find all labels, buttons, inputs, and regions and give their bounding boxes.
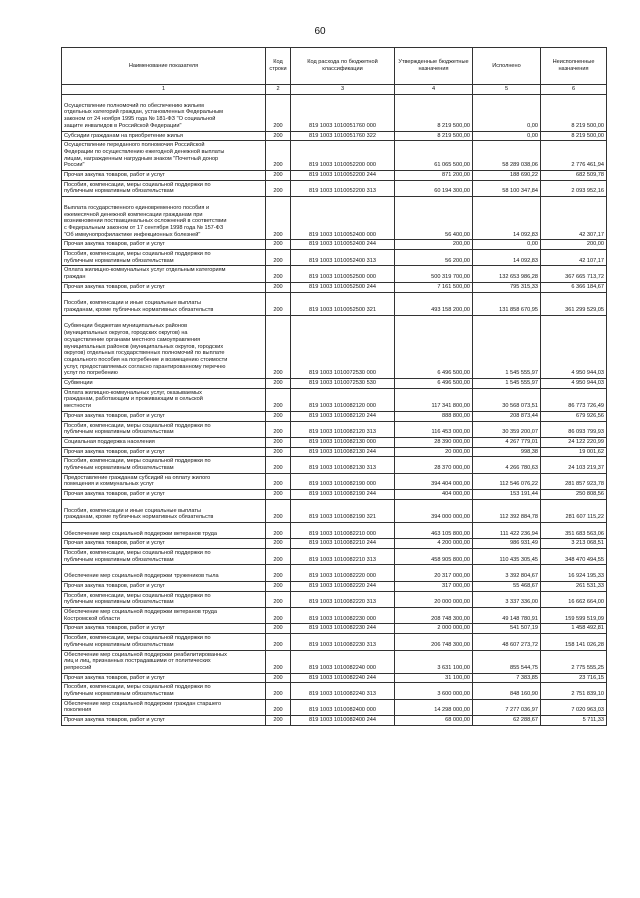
row-line-code: 200: [266, 411, 291, 421]
row-executed: 7 277 036,97: [473, 699, 541, 715]
row-approved: 116 453 000,00: [395, 421, 473, 437]
row-class-code: 819 1003 1010051760 322: [291, 131, 395, 141]
row-executed: 55 468,67: [473, 581, 541, 591]
row-unexecuted: 86 773 726,49: [541, 388, 607, 411]
row-line-code: 200: [266, 282, 291, 292]
row-class-code: 819 1003 1010082230 000: [291, 608, 395, 624]
table-row: [62, 473, 607, 489]
table-row: [62, 411, 607, 421]
row-unexecuted: 6 366 184,67: [541, 282, 607, 292]
row-name: Субсидии гражданам на приобретение жилья: [62, 131, 266, 141]
page-number: 60: [314, 26, 326, 37]
row-name: Пособия, компенсации, меры социальной поддержки по публичным нормативным обязательствам: [62, 421, 266, 437]
row-class-code: 819 1003 1010082240 244: [291, 673, 395, 683]
row-unexecuted: 86 093 799,93: [541, 421, 607, 437]
row-approved: 317 000,00: [395, 581, 473, 591]
row-approved: 463 105 800,00: [395, 522, 473, 538]
table-row: [62, 240, 607, 250]
row-executed: 208 873,44: [473, 411, 541, 421]
row-executed: 30 359 200,07: [473, 421, 541, 437]
row-line-code: 200: [266, 437, 291, 447]
table-row: [62, 716, 607, 726]
row-line-code: 200: [266, 379, 291, 389]
row-name: Пособия, компенсации, меры социальной поддержки по публичным нормативным обязательствам: [62, 549, 266, 565]
header-approved: Утвержденные бюджетные назначения: [395, 48, 473, 85]
row-name: Обеспечение мер социальной поддержки граждан старшего поколения: [62, 699, 266, 715]
row-line-code: 200: [266, 624, 291, 634]
budget-execution-table: [61, 47, 607, 726]
row-name: Прочая закупка товаров, работ и услуг: [62, 624, 266, 634]
row-executed: 0,00: [473, 95, 541, 132]
row-class-code: 819 1003 1010052500 000: [291, 266, 395, 282]
row-approved: 206 748 300,00: [395, 634, 473, 650]
row-line-code: 200: [266, 634, 291, 650]
row-executed: 1 545 555,97: [473, 315, 541, 378]
column-number: 2: [266, 85, 291, 95]
table-row: [62, 608, 607, 624]
row-class-code: 819 1003 1010082120 000: [291, 388, 395, 411]
row-executed: 848 160,90: [473, 683, 541, 699]
row-class-code: 819 1003 1010082190 000: [291, 473, 395, 489]
row-executed: 541 507,19: [473, 624, 541, 634]
column-number-row: [62, 85, 607, 95]
row-name: Обеспечение мер социальной поддержки тружеников тыла: [62, 565, 266, 581]
row-executed: 111 422 236,94: [473, 522, 541, 538]
row-class-code: 819 1003 1010082190 244: [291, 490, 395, 500]
row-executed: 4 266 780,63: [473, 457, 541, 473]
table-row: [62, 315, 607, 378]
row-unexecuted: 16 662 664,00: [541, 591, 607, 607]
row-name: Пособия, компенсации, меры социальной поддержки по публичным нормативным обязательствам: [62, 250, 266, 266]
header-class-code: Код расхода по бюджетной классификации: [291, 48, 395, 85]
row-approved: 8 219 500,00: [395, 95, 473, 132]
row-line-code: 200: [266, 499, 291, 522]
row-approved: 6 496 500,00: [395, 379, 473, 389]
row-approved: 394 404 000,00: [395, 473, 473, 489]
row-unexecuted: 19 001,62: [541, 447, 607, 457]
row-line-code: 200: [266, 141, 291, 171]
row-approved: 404 000,00: [395, 490, 473, 500]
row-executed: 30 568 073,51: [473, 388, 541, 411]
table-row: [62, 437, 607, 447]
row-line-code: 200: [266, 549, 291, 565]
row-approved: 394 000 000,00: [395, 499, 473, 522]
row-name: Прочая закупка товаров, работ и услуг: [62, 581, 266, 591]
row-unexecuted: 3 213 068,51: [541, 539, 607, 549]
row-executed: 58 289 038,06: [473, 141, 541, 171]
row-class-code: 819 1003 1010082130 000: [291, 437, 395, 447]
row-name: Прочая закупка товаров, работ и услуг: [62, 539, 266, 549]
table-row: [62, 549, 607, 565]
table-row: [62, 522, 607, 538]
row-unexecuted: 42 307,17: [541, 197, 607, 240]
row-approved: 2 000 000,00: [395, 624, 473, 634]
row-line-code: 200: [266, 591, 291, 607]
table-row: [62, 591, 607, 607]
row-class-code: 819 1003 1010082220 000: [291, 565, 395, 581]
header-name: Наименование показателя: [62, 48, 266, 85]
table-row: [62, 565, 607, 581]
row-unexecuted: 23 716,15: [541, 673, 607, 683]
row-approved: 20 317 000,00: [395, 565, 473, 581]
row-line-code: 200: [266, 522, 291, 538]
row-unexecuted: 42 107,17: [541, 250, 607, 266]
row-approved: 208 748 300,00: [395, 608, 473, 624]
row-class-code: 819 1003 1010082230 313: [291, 634, 395, 650]
table-row: [62, 171, 607, 181]
row-class-code: 819 1003 1010082120 313: [291, 421, 395, 437]
row-class-code: 819 1003 1010052200 313: [291, 180, 395, 196]
row-unexecuted: 2 093 952,16: [541, 180, 607, 196]
row-class-code: 819 1003 1010052400 000: [291, 197, 395, 240]
row-unexecuted: 159 599 519,09: [541, 608, 607, 624]
table-row: [62, 379, 607, 389]
row-unexecuted: 8 219 500,00: [541, 95, 607, 132]
table-row: [62, 292, 607, 315]
row-executed: 48 607 273,72: [473, 634, 541, 650]
row-approved: 31 100,00: [395, 673, 473, 683]
row-approved: 3 600 000,00: [395, 683, 473, 699]
table-row: [62, 490, 607, 500]
row-approved: 60 194 300,00: [395, 180, 473, 196]
row-class-code: 819 1003 1010052200 000: [291, 141, 395, 171]
row-class-code: 819 1003 1010072530 000: [291, 315, 395, 378]
table-row: [62, 457, 607, 473]
row-class-code: 819 1003 1010082210 000: [291, 522, 395, 538]
row-approved: 56 400,00: [395, 197, 473, 240]
row-approved: 871 200,00: [395, 171, 473, 181]
row-line-code: 200: [266, 292, 291, 315]
row-name: Пособия, компенсации, меры социальной поддержки по публичным нормативным обязательствам: [62, 634, 266, 650]
row-unexecuted: 1 458 492,81: [541, 624, 607, 634]
table-row: [62, 539, 607, 549]
row-approved: 28 370 000,00: [395, 457, 473, 473]
row-name: Обеспечение мер социальной поддержки ветеранов труда: [62, 522, 266, 538]
row-executed: 795 315,33: [473, 282, 541, 292]
table-row: [62, 180, 607, 196]
row-unexecuted: 4 950 944,03: [541, 315, 607, 378]
table-row: [62, 421, 607, 437]
column-number: 1: [62, 85, 266, 95]
row-executed: 3 337 336,00: [473, 591, 541, 607]
row-name: Пособия, компенсации, меры социальной поддержки по публичным нормативным обязательствам: [62, 180, 266, 196]
row-unexecuted: 8 219 500,00: [541, 131, 607, 141]
column-number: 3: [291, 85, 395, 95]
row-line-code: 200: [266, 266, 291, 282]
row-name: Прочая закупка товаров, работ и услуг: [62, 490, 266, 500]
row-unexecuted: 2 751 839,10: [541, 683, 607, 699]
row-name: Прочая закупка товаров, работ и услуг: [62, 171, 266, 181]
row-executed: 58 100 347,84: [473, 180, 541, 196]
row-name: Пособия, компенсации и иные социальные выплаты гражданам, кроме публичных нормативных обязательств: [62, 499, 266, 522]
row-approved: 20 000,00: [395, 447, 473, 457]
row-executed: 112 392 884,78: [473, 499, 541, 522]
row-unexecuted: 361 299 529,05: [541, 292, 607, 315]
row-approved: 28 390 000,00: [395, 437, 473, 447]
row-line-code: 200: [266, 490, 291, 500]
row-class-code: 819 1003 1010082240 313: [291, 683, 395, 699]
row-class-code: 819 1003 1010082210 244: [291, 539, 395, 549]
column-number: 5: [473, 85, 541, 95]
header-executed: Исполнено: [473, 48, 541, 85]
row-executed: 132 653 986,28: [473, 266, 541, 282]
row-line-code: 200: [266, 716, 291, 726]
row-executed: 0,00: [473, 131, 541, 141]
row-executed: 1 545 555,97: [473, 379, 541, 389]
row-executed: 855 544,75: [473, 650, 541, 673]
row-line-code: 200: [266, 240, 291, 250]
row-unexecuted: 24 122 220,99: [541, 437, 607, 447]
row-executed: 3 392 804,67: [473, 565, 541, 581]
row-class-code: 819 1003 1010082130 244: [291, 447, 395, 457]
row-approved: 68 000,00: [395, 716, 473, 726]
table-row: [62, 634, 607, 650]
row-name: Оплата жилищно-коммунальных услуг отдельным категориям граждан: [62, 266, 266, 282]
table-row: [62, 673, 607, 683]
row-line-code: 200: [266, 565, 291, 581]
row-line-code: 200: [266, 699, 291, 715]
row-executed: 153 191,44: [473, 490, 541, 500]
table-row: [62, 581, 607, 591]
row-unexecuted: 2 775 555,25: [541, 650, 607, 673]
row-executed: 110 435 305,45: [473, 549, 541, 565]
row-class-code: 819 1003 1010082230 244: [291, 624, 395, 634]
row-executed: 49 148 780,91: [473, 608, 541, 624]
row-name: Прочая закупка товаров, работ и услуг: [62, 673, 266, 683]
row-name: Прочая закупка товаров, работ и услуг: [62, 716, 266, 726]
row-line-code: 200: [266, 650, 291, 673]
row-executed: 986 931,49: [473, 539, 541, 549]
row-name: Выплата государственного единовременного пособия и ежемесячной денежной компенсации гражданам при возникновении поствакцинальных осложнений в соответствии с Федеральным законом от 17 сентября 1998 года № 157-ФЗ "Об иммунопрофилактике инфекционных болезней": [62, 197, 266, 240]
row-class-code: 819 1003 1010052200 244: [291, 171, 395, 181]
row-line-code: 200: [266, 473, 291, 489]
row-class-code: 819 1003 1010051760 000: [291, 95, 395, 132]
row-line-code: 200: [266, 180, 291, 196]
column-number: 6: [541, 85, 607, 95]
row-unexecuted: 5 711,33: [541, 716, 607, 726]
row-class-code: 819 1003 1010052500 321: [291, 292, 395, 315]
table-row: [62, 683, 607, 699]
row-approved: 14 298 000,00: [395, 699, 473, 715]
row-executed: 62 288,67: [473, 716, 541, 726]
row-line-code: 200: [266, 388, 291, 411]
row-name: Пособия, компенсации, меры социальной поддержки по публичным нормативным обязательствам: [62, 591, 266, 607]
row-executed: 14 092,83: [473, 197, 541, 240]
row-name: Предоставление гражданам субсидий на оплату жилого помещения и коммунальных услуг: [62, 473, 266, 489]
row-class-code: 819 1003 1010072530 530: [291, 379, 395, 389]
row-unexecuted: 16 924 195,33: [541, 565, 607, 581]
row-name: Прочая закупка товаров, работ и услуг: [62, 240, 266, 250]
row-line-code: 200: [266, 197, 291, 240]
table-row: [62, 447, 607, 457]
row-unexecuted: 682 509,78: [541, 171, 607, 181]
row-class-code: 819 1003 1010082190 321: [291, 499, 395, 522]
row-class-code: 819 1003 1010052400 313: [291, 250, 395, 266]
row-name: Обеспечение мер социальной поддержки реабилитированных лиц и лиц, признанных пострадавшими от политических репрессий: [62, 650, 266, 673]
table-row: [62, 266, 607, 282]
row-approved: 200,00: [395, 240, 473, 250]
row-unexecuted: 24 103 219,37: [541, 457, 607, 473]
table-row: [62, 282, 607, 292]
table-row: [62, 388, 607, 411]
row-executed: 998,38: [473, 447, 541, 457]
row-unexecuted: 2 776 461,94: [541, 141, 607, 171]
row-line-code: 200: [266, 315, 291, 378]
row-class-code: 819 1003 1010082120 244: [291, 411, 395, 421]
row-executed: 0,00: [473, 240, 541, 250]
row-class-code: 819 1003 1010052500 244: [291, 282, 395, 292]
row-class-code: 819 1003 1010082210 313: [291, 549, 395, 565]
column-number: 4: [395, 85, 473, 95]
row-name: Социальная поддержка населения: [62, 437, 266, 447]
row-approved: 61 065 500,00: [395, 141, 473, 171]
row-line-code: 200: [266, 581, 291, 591]
row-line-code: 200: [266, 673, 291, 683]
row-class-code: 819 1003 1010082220 313: [291, 591, 395, 607]
row-line-code: 200: [266, 608, 291, 624]
row-class-code: 819 1003 1010052400 244: [291, 240, 395, 250]
row-approved: 3 631 100,00: [395, 650, 473, 673]
row-unexecuted: 4 950 944,03: [541, 379, 607, 389]
table-row: [62, 624, 607, 634]
row-name: Осуществление переданного полномочия Российской Федерации по осуществлению ежегодной денежной выплаты лицам, награжденным нагрудным знаком "Почетный донор России": [62, 141, 266, 171]
row-name: Осуществление полномочий по обеспечению жильем отдельных категорий граждан, установленных Федеральным законом от 24 ноября 1995 года № 181-ФЗ "О социальной защите инвалидов в Российской Федерации": [62, 95, 266, 132]
row-class-code: 819 1003 1010082130 313: [291, 457, 395, 473]
row-line-code: 200: [266, 131, 291, 141]
row-unexecuted: 281 607 115,22: [541, 499, 607, 522]
row-unexecuted: 250 808,56: [541, 490, 607, 500]
table-row: [62, 250, 607, 266]
row-approved: 8 219 500,00: [395, 131, 473, 141]
row-name: Прочая закупка товаров, работ и услуг: [62, 411, 266, 421]
row-unexecuted: 348 470 494,55: [541, 549, 607, 565]
row-approved: 7 161 500,00: [395, 282, 473, 292]
table-row: [62, 650, 607, 673]
row-unexecuted: 158 141 026,28: [541, 634, 607, 650]
row-class-code: 819 1003 1010082400 244: [291, 716, 395, 726]
row-unexecuted: 351 683 563,06: [541, 522, 607, 538]
table-row: [62, 141, 607, 171]
row-approved: 500 319 700,00: [395, 266, 473, 282]
row-line-code: 200: [266, 447, 291, 457]
row-executed: 131 858 670,95: [473, 292, 541, 315]
table-header-row: [62, 48, 607, 85]
row-unexecuted: 7 020 963,03: [541, 699, 607, 715]
table-row: [62, 197, 607, 240]
row-approved: 888 800,00: [395, 411, 473, 421]
row-class-code: 819 1003 1010082240 000: [291, 650, 395, 673]
row-unexecuted: 679 926,56: [541, 411, 607, 421]
row-unexecuted: 281 857 923,78: [541, 473, 607, 489]
table-row: [62, 499, 607, 522]
row-approved: 20 000 000,00: [395, 591, 473, 607]
row-line-code: 200: [266, 95, 291, 132]
row-executed: 14 092,83: [473, 250, 541, 266]
row-class-code: 819 1003 1010082220 244: [291, 581, 395, 591]
row-unexecuted: 200,00: [541, 240, 607, 250]
row-approved: 458 905 800,00: [395, 549, 473, 565]
row-name: Прочая закупка товаров, работ и услуг: [62, 447, 266, 457]
row-executed: 4 267 779,01: [473, 437, 541, 447]
row-name: Оплата жилищно-коммунальных услуг, оказываемых гражданам, работающим и проживающим в сельской местности: [62, 388, 266, 411]
row-class-code: 819 1003 1010082400 000: [291, 699, 395, 715]
table-row: [62, 131, 607, 141]
header-line-code: Код строки: [266, 48, 291, 85]
row-executed: 188 690,22: [473, 171, 541, 181]
row-name: Пособия, компенсации и иные социальные выплаты гражданам, кроме публичных нормативных обязательств: [62, 292, 266, 315]
row-approved: 56 200,00: [395, 250, 473, 266]
row-name: Субвенции бюджетам муниципальных районов (муниципальных округов, городских округов) на осуществление органами местного самоуправления муниципальных районов (муниципальных округов, городских округов) отдельных государственных полномочий по выплате социального пособия на погребение и возмещению стоимости услуг, предоставляемых согласно гарантированному перечню услуг по погребению: [62, 315, 266, 378]
row-name: Пособия, компенсации, меры социальной поддержки по публичным нормативным обязательствам: [62, 683, 266, 699]
row-line-code: 200: [266, 250, 291, 266]
row-line-code: 200: [266, 683, 291, 699]
row-line-code: 200: [266, 539, 291, 549]
row-executed: 7 383,85: [473, 673, 541, 683]
row-line-code: 200: [266, 171, 291, 181]
row-name: Субвенции: [62, 379, 266, 389]
row-name: Обеспечение мер социальной поддержки ветеранов труда Костромской области: [62, 608, 266, 624]
row-line-code: 200: [266, 457, 291, 473]
row-executed: 112 546 076,22: [473, 473, 541, 489]
row-name: Пособия, компенсации, меры социальной поддержки по публичным нормативным обязательствам: [62, 457, 266, 473]
table-row: [62, 95, 607, 132]
row-approved: 4 200 000,00: [395, 539, 473, 549]
row-approved: 6 496 500,00: [395, 315, 473, 378]
row-approved: 117 341 800,00: [395, 388, 473, 411]
row-approved: 493 158 200,00: [395, 292, 473, 315]
header-unexecuted: Неисполненные назначения: [541, 48, 607, 85]
table-row: [62, 699, 607, 715]
row-name: Прочая закупка товаров, работ и услуг: [62, 282, 266, 292]
row-unexecuted: 261 531,33: [541, 581, 607, 591]
row-line-code: 200: [266, 421, 291, 437]
row-unexecuted: 367 665 713,72: [541, 266, 607, 282]
